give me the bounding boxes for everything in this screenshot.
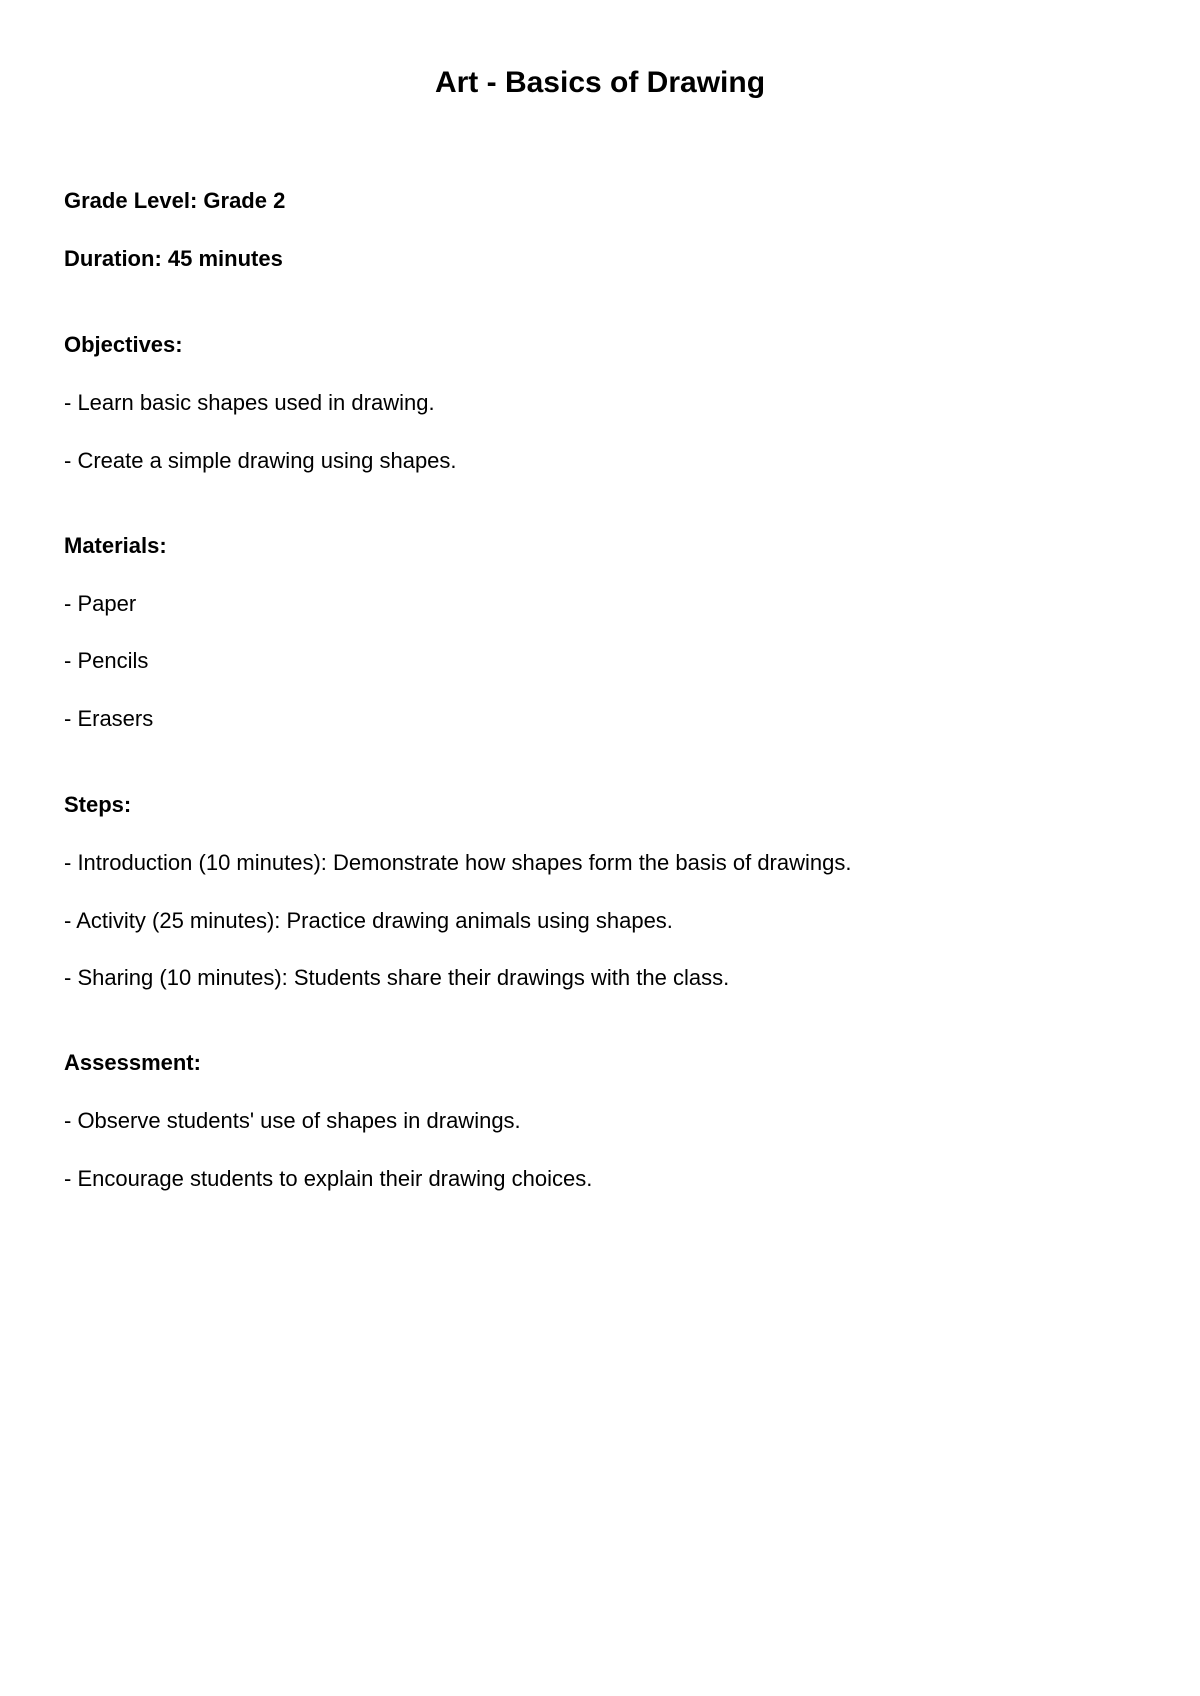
step-item: - Sharing (10 minutes): Students share their drawings with the class. [64,965,730,990]
material-item: - Erasers [64,706,154,731]
objectives-heading: Objectives: [64,332,183,357]
assessment-item: - Observe students' use of shapes in drawings. [64,1108,521,1133]
step-item: - Activity (25 minutes): Practice drawing animals using shapes. [64,908,673,933]
material-item: - Pencils [64,648,149,673]
materials-heading: Materials: [64,533,167,558]
page-title: Art - Basics of Drawing [434,66,766,99]
assessment-heading: Assessment: [64,1050,201,1075]
objective-item: - Learn basic shapes used in drawing. [64,390,435,415]
material-item: - Paper [64,591,137,616]
steps-heading: Steps: [64,792,132,817]
objective-item: - Create a simple drawing using shapes. [64,448,457,473]
duration: Duration: 45 minutes [64,246,283,271]
grade-level: Grade Level: Grade 2 [64,188,286,213]
step-item: - Introduction (10 minutes): Demonstrate how shapes form the basis of drawings. [64,850,852,875]
assessment-item: - Encourage students to explain their drawing choices. [64,1166,593,1191]
